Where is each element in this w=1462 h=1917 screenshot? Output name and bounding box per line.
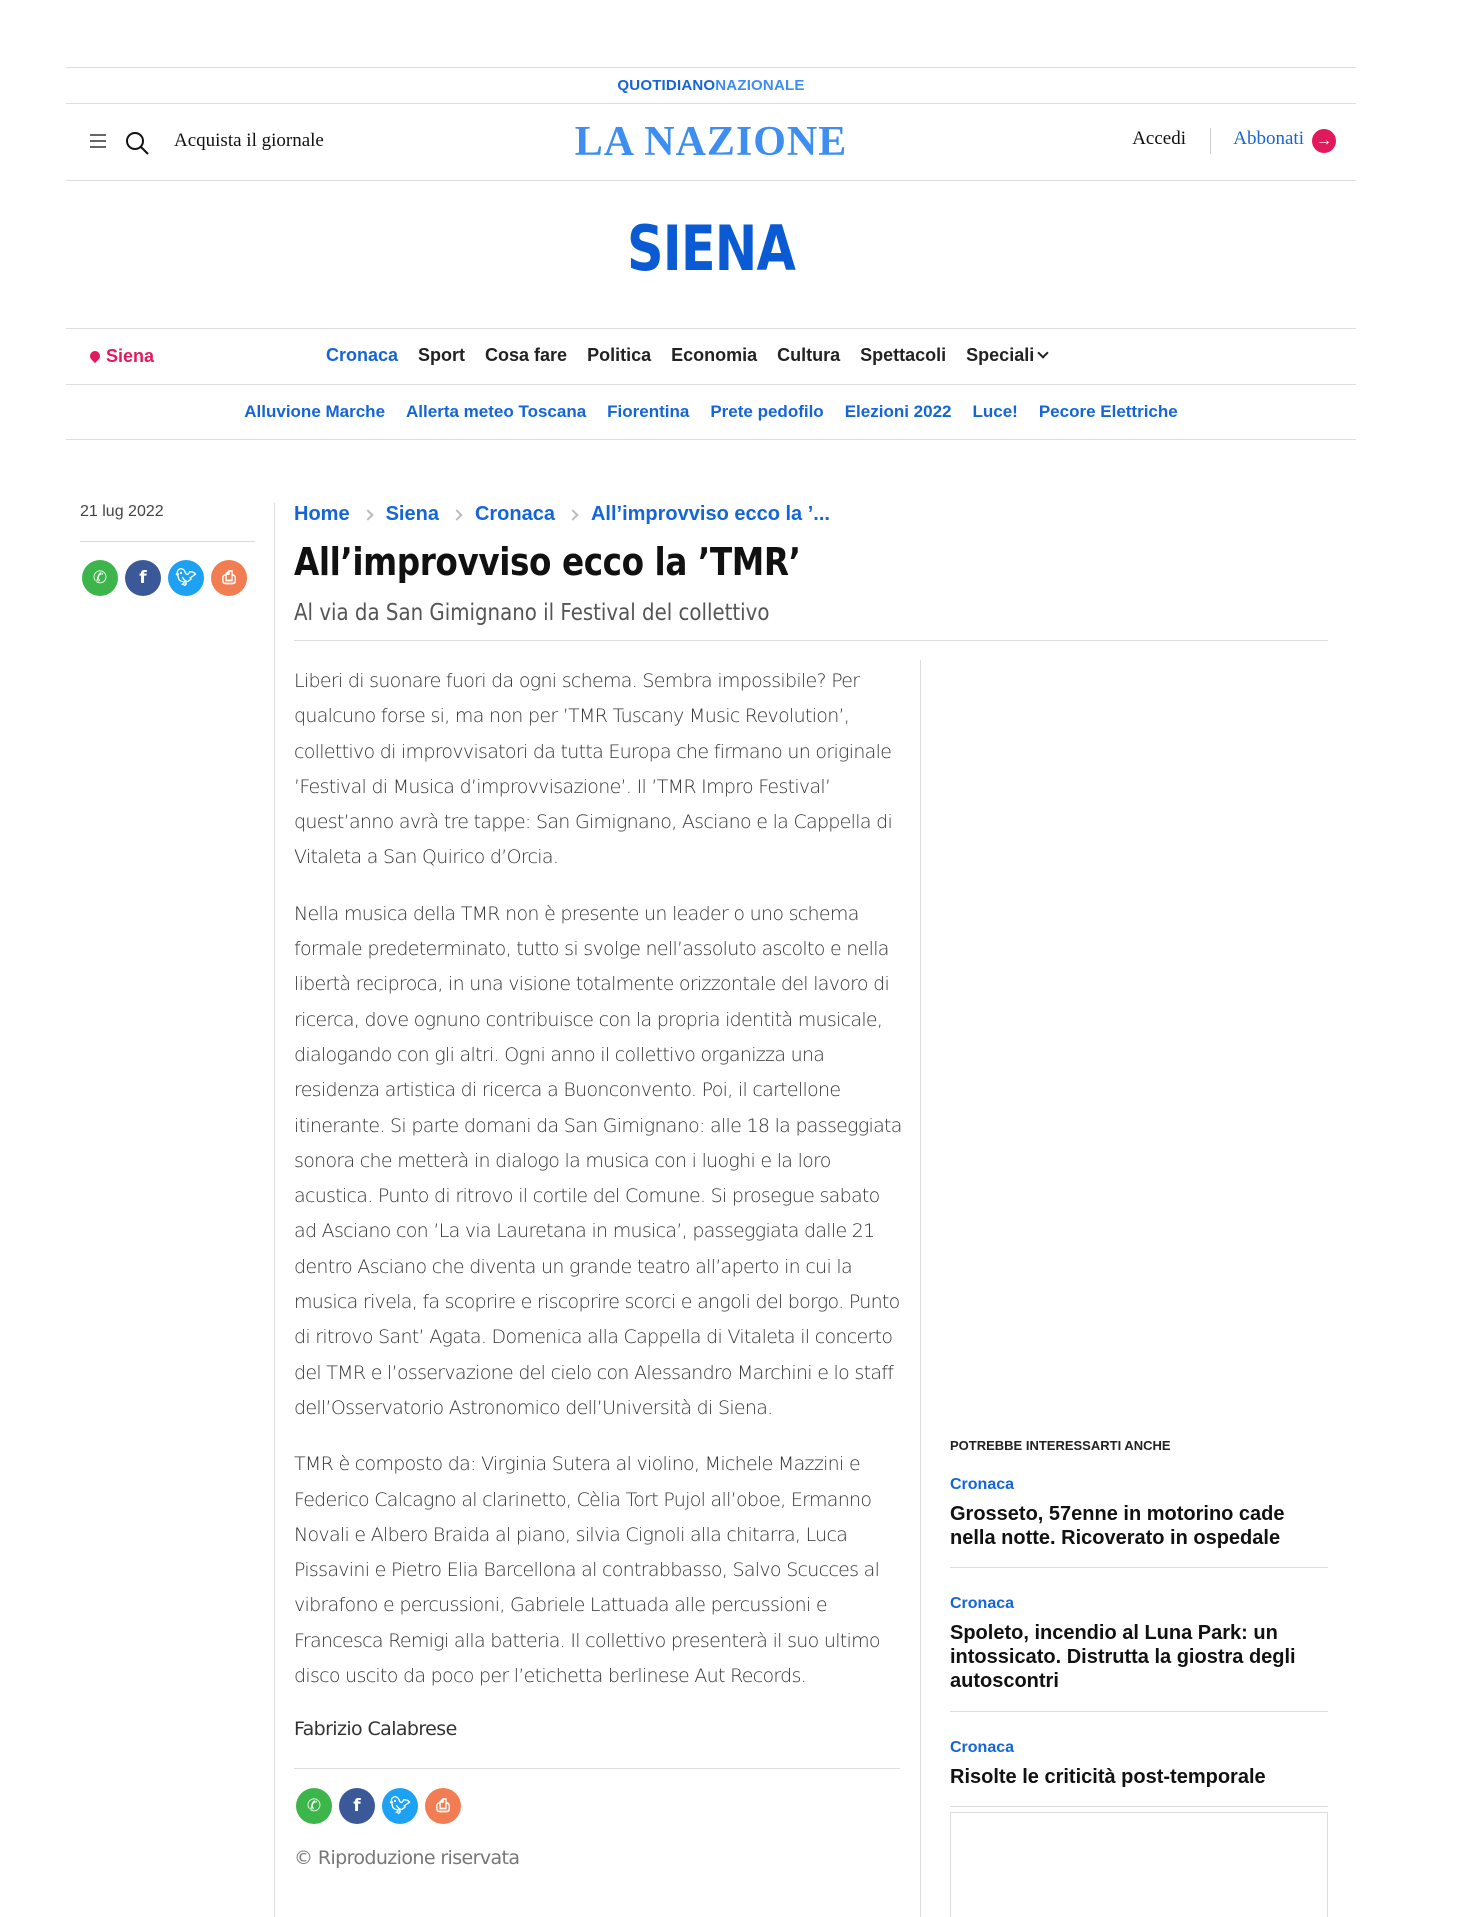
breadcrumb-home[interactable]: Home bbox=[294, 503, 350, 525]
trending-link[interactable]: Fiorentina bbox=[607, 402, 690, 421]
trending-link[interactable]: Luce! bbox=[972, 402, 1018, 421]
print-icon[interactable]: ⎙ bbox=[425, 1788, 461, 1824]
nav-item-speciali[interactable] bbox=[966, 345, 1047, 366]
section-nav bbox=[66, 328, 1356, 385]
site-header bbox=[66, 104, 1356, 181]
nav-item-speciali-label: Speciali bbox=[966, 345, 1035, 365]
article-title: All’improvviso ecco la ’TMR’ bbox=[294, 540, 801, 584]
nav-item-economia[interactable]: Economia bbox=[671, 345, 758, 365]
article-subtitle: Al via da San Gimignano il Festival del collettivo bbox=[294, 600, 770, 626]
breadcrumb bbox=[294, 503, 830, 526]
article-paragraph: TMR è composto da: Virginia Sutera al violino, Michele Mazzini e Federico Calcagno al clarinetto, Cèlia Tort Pujol all’oboe, Ermanno Novali e Albero Braida al piano, silvia Cignoli alla chitarra, Luca Pissavini e Pietro Elia Barcellona al contrabbasso, Salvo Scucces al vibrafono e percussioni, Gabriele Lattuada alle percussioni e Francesca Remigi alla batteria. Il collettivo presenterà il suo ultimo disco uscito da poco per l’etichetta berlinese Aut Records. bbox=[294, 1453, 880, 1688]
divider bbox=[920, 660, 921, 1917]
related-title[interactable]: Risolte le criticità post-temporale bbox=[950, 1766, 1266, 1788]
article-author: Fabrizio Calabrese bbox=[294, 1718, 457, 1740]
network-logo-part2: NAZIONALE bbox=[715, 77, 805, 94]
divider bbox=[294, 1768, 900, 1769]
subscribe-link[interactable]: Abbonati bbox=[1233, 128, 1304, 149]
related-article[interactable] bbox=[950, 1476, 1328, 1568]
nav-item-cronaca[interactable]: Cronaca bbox=[326, 345, 399, 365]
city-title[interactable]: SIENA bbox=[626, 212, 796, 285]
location-link[interactable] bbox=[90, 346, 154, 367]
facebook-icon[interactable]: f bbox=[125, 560, 161, 596]
location-label: Siena bbox=[106, 346, 155, 366]
share-bar-bottom bbox=[296, 1788, 461, 1824]
site-logo[interactable]: LA NAZIONE bbox=[574, 119, 848, 165]
print-icon[interactable]: ⎙ bbox=[211, 560, 247, 596]
trending-link[interactable]: Elezioni 2022 bbox=[844, 402, 952, 421]
ad-slot bbox=[950, 1812, 1328, 1917]
chevron-right-icon bbox=[362, 509, 373, 520]
related-heading: POTREBBE INTERESSARTI ANCHE bbox=[950, 1438, 1171, 1453]
nav-item-politica[interactable]: Politica bbox=[587, 345, 652, 365]
share-bar-top bbox=[82, 560, 247, 596]
chevron-right-icon bbox=[567, 509, 578, 520]
article-paragraph: Nella musica della TMR non è presente un leader o uno schema formale predeterminato, tutto si svolge nell’assoluto ascolto e nella libertà reciproca, in una visione totalmente orizzontale del lavoro di ricerca, dove ognuno contribuisce con la propria identità musicale, dialogando con gli altri. Ogni anno il collettivo organizza una residenza artistica di ricerca a Buonconvento. Poi, il cartellone itinerante. Si parte domani da San Gimignano: alle 18 la passeggiata sonora che metterà in dialogo la musica con i luoghi e la loro acustica. Punto di ritrovo il cortile del Comune. Si prosegue sabato ad Asciano con ’La via Lauretana in musica’, passeggiata dalle 21 dentro Asciano che diventa un grande teatro all’aperto in cui la musica rivela, fa scoprire e riscoprire scorci e angoli del borgo. Punto di ritrovo Sant’ Agata. Domenica alla Cappella di Vitaleta il concerto del TMR e l’osservazione del cielo con Alessandro Marchini e lo staff dell’Osservatorio Astronomico dell’Università di Siena. bbox=[294, 902, 902, 1419]
breadcrumb-current[interactable]: All’improvviso ecco la ’... bbox=[590, 503, 830, 525]
divider bbox=[294, 640, 1328, 641]
whatsapp-icon[interactable]: ✆ bbox=[82, 560, 118, 596]
twitter-icon[interactable]: 🐦︎ bbox=[382, 1788, 418, 1824]
trending-link[interactable]: Allerta meteo Toscana bbox=[406, 402, 587, 421]
nav-item-sport[interactable]: Sport bbox=[418, 345, 466, 365]
section-nav-items bbox=[326, 345, 1047, 366]
breadcrumb-cronaca[interactable]: Cronaca bbox=[474, 503, 555, 525]
header-divider bbox=[1210, 128, 1211, 154]
breadcrumb-siena[interactable]: Siena bbox=[385, 503, 439, 525]
related-article[interactable] bbox=[950, 1739, 1328, 1807]
network-bar[interactable] bbox=[66, 67, 1356, 104]
login-link[interactable]: Accedi bbox=[1132, 128, 1186, 149]
chevron-down-icon bbox=[1038, 347, 1049, 358]
related-article[interactable] bbox=[950, 1595, 1328, 1712]
related-category[interactable]: Cronaca bbox=[950, 1595, 1015, 1612]
chevron-right-icon bbox=[451, 509, 462, 520]
related-title[interactable]: Grosseto, 57enne in motorino cade nella notte. Ricoverato in ospedale bbox=[950, 1503, 1285, 1549]
network-logo-part1: QUOTIDIANO bbox=[617, 77, 716, 94]
nav-item-cosa-fare[interactable]: Cosa fare bbox=[485, 345, 568, 365]
related-category[interactable]: Cronaca bbox=[950, 1739, 1015, 1756]
facebook-icon[interactable]: f bbox=[339, 1788, 375, 1824]
related-title[interactable]: Spoleto, incendio al Luna Park: un intossicato. Distrutta la giostra degli autoscontri bbox=[950, 1622, 1296, 1692]
arrow-right-icon[interactable]: → bbox=[1312, 129, 1336, 153]
trending-link[interactable]: Pecore Elettriche bbox=[1038, 402, 1178, 421]
related-category[interactable]: Cronaca bbox=[950, 1476, 1015, 1493]
twitter-icon[interactable]: 🐦︎ bbox=[168, 560, 204, 596]
trending-bar bbox=[66, 385, 1356, 440]
article-body bbox=[294, 664, 904, 1715]
divider bbox=[80, 541, 255, 542]
location-pin-icon bbox=[88, 349, 102, 363]
trending-link[interactable]: Prete pedofilo bbox=[710, 402, 824, 421]
divider bbox=[274, 503, 275, 1917]
nav-item-cultura[interactable]: Cultura bbox=[777, 345, 841, 365]
trending-link[interactable]: Alluvione Marche bbox=[244, 402, 386, 421]
article-date: 21 lug 2022 bbox=[80, 503, 164, 520]
nav-item-spettacoli[interactable]: Spettacoli bbox=[860, 345, 947, 365]
copyright-notice: © Riproduzione riservata bbox=[294, 1847, 520, 1869]
article-paragraph: Liberi di suonare fuori da ogni schema. Sembra impossibile? Per qualcuno forse si, ma non per ’TMR Tuscany Music Revolution’, collettivo di improvvisatori da tutta Europa che firmano un originale ’Festival di Musica d’improvvisazione’. Il ’TMR Impro Festival’ quest’anno avrà tre tappe: San Gimignano, Asciano e la Cappella di Vitaleta a San Quirico d’Orcia. bbox=[294, 670, 893, 869]
buy-paper-link[interactable]: Acquista il giornale bbox=[174, 130, 324, 151]
whatsapp-icon[interactable]: ✆ bbox=[296, 1788, 332, 1824]
